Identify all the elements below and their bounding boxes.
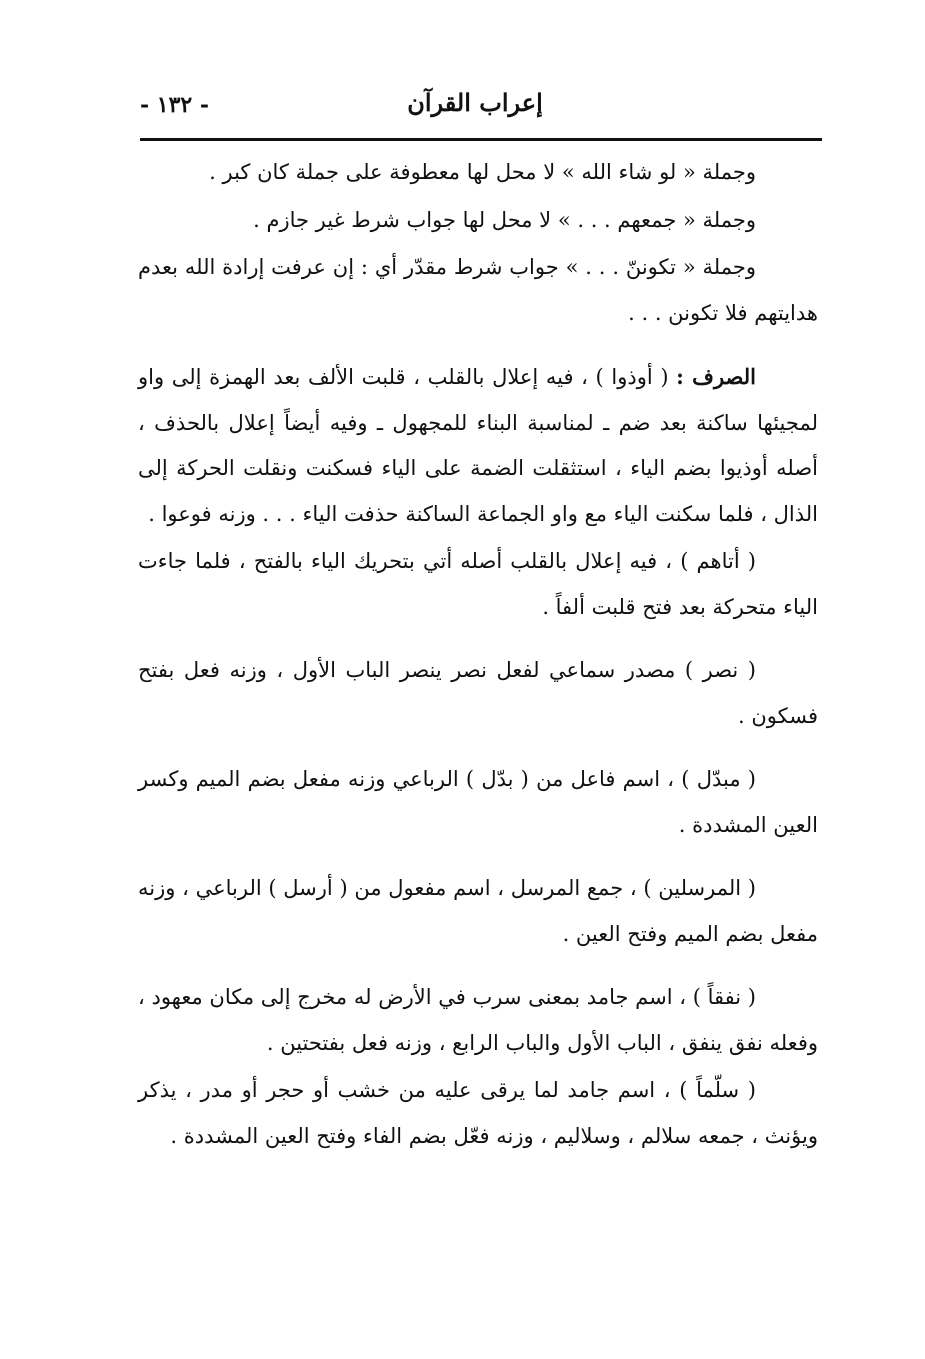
paragraph-9: ( نفقاً ) ، اسم جامد بمعنى سرب في الأرض له مخرج إلى مكان معهود ، وفعله نفق ينفق ، الباب الأول والباب الرابع ، وزنه فعل بفتحتين .	[138, 985, 818, 1055]
paragraph-2: وجملة « جمعهم . . . » لا محل لها جواب شرط غير جازم .	[253, 207, 756, 232]
running-title: إعراب القرآن	[407, 88, 543, 117]
paragraph-6: ( نصر ) مصدر سماعي لفعل نصر ينصر الباب الأول ، وزنه فعل بفتح فسكون .	[138, 658, 818, 728]
page-body	[138, 150, 818, 1159]
sarf-text: ( أوذوا ) ، فيه إعلال بالقلب ، قلبت الألف بعد الهمزة إلى واو لمجيئها ساكنة بعد ضم ـ لمناسبة البناء للمجهول ـ وفيه أيضاً إعلال بالحذف ، أصله أوذيوا بضم الياء ، استثقلت الضمة على الياء فسكنت ونقلت الحركة إلى الذال ، فلما سكنت الياء مع واو الجماعة الساكنة حذفت الياء . . . وزنه فوعوا .	[138, 365, 818, 526]
paragraph-5: ( أتاهم ) ، فيه إعلال بالقلب أصله أتي بتحريك الياء بالفتح ، فلما جاءت الياء متحركة بعد فتح قلبت ألفاً .	[138, 549, 818, 619]
paragraph-sarf	[138, 354, 818, 537]
page-number: - ١٣٢ -	[140, 92, 210, 118]
paragraph-3: وجملة « تكوننّ . . . » جواب شرط مقدّر أي : إن عرفت إرادة الله بعدم هدايتهم فلا تكونن . . .	[138, 255, 818, 325]
paragraph-8: ( المرسلين ) ، جمع المرسل ، اسم مفعول من ( أرسل ) الرباعي ، وزنه مفعل بضم الميم وفتح العين .	[138, 876, 818, 946]
paragraph-10: ( سلّماً ) ، اسم جامد لما يرقى عليه من خشب أو حجر أو مدر ، يذكر ويؤنث ، جمعه سلالم ، وسلاليم ، وزنه فعّل بضم الفاء وفتح العين المشددة .	[138, 1078, 818, 1148]
paragraph-1: وجملة « لو شاء الله » لا محل لها معطوفة على جملة كان كبر .	[209, 160, 756, 184]
page-header	[140, 88, 822, 128]
sarf-heading: الصرف :	[676, 364, 756, 389]
paragraph-7: ( مبدّل ) ، اسم فاعل من ( بدّل ) الرباعي وزنه مفعل بضم الميم وكسر العين المشددة .	[138, 767, 818, 837]
header-rule	[140, 138, 822, 141]
